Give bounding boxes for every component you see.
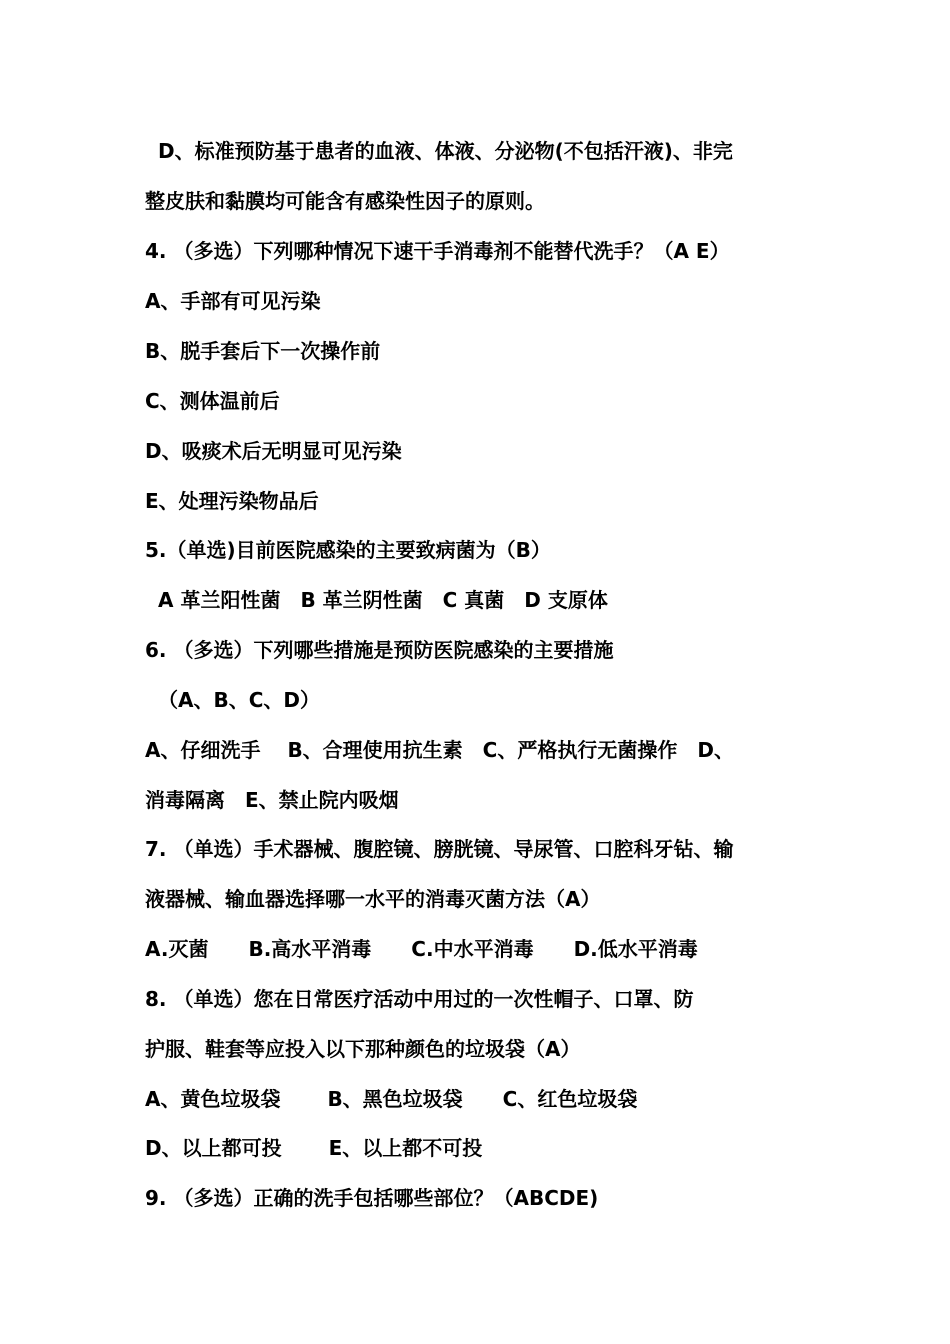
question-7: 7. （单选）手术器械、腹腔镜、膀胱镜、导尿管、口腔科牙钻、输 (145, 837, 734, 861)
option-line: A、手部有可见污染 (145, 289, 321, 313)
option-line: D、吸痰术后无明显可见污染 (145, 439, 402, 463)
option-line: A.灭菌 B.高水平消毒 C.中水平消毒 D.低水平消毒 (145, 937, 698, 961)
text-line: 护服、鞋套等应投入以下那种颜色的垃圾袋（A） (145, 1037, 581, 1061)
question-6: 6. （多选）下列哪些措施是预防医院感染的主要措施 (145, 638, 614, 662)
text-line: 液器械、输血器选择哪一水平的消毒灭菌方法（A） (145, 887, 601, 911)
option-line: E、处理污染物品后 (145, 489, 319, 513)
question-8: 8. （单选）您在日常医疗活动中用过的一次性帽子、口罩、防 (145, 987, 694, 1011)
option-line: A、仔细洗手 B、合理使用抗生素 C、严格执行无菌操作 D、 (145, 738, 734, 762)
text-line: D、标准预防基于患者的血液、体液、分泌物(不包括汗液)、非完 (158, 139, 733, 163)
question-9: 9. （多选）正确的洗手包括哪些部位？（ABCDE) (145, 1186, 599, 1210)
option-line: 消毒隔离 E、禁止院内吸烟 (145, 788, 399, 812)
text-line: 整皮肤和黏膜均可能含有感染性因子的原则。 (145, 189, 545, 213)
option-line: A、黄色垃圾袋 B、黑色垃圾袋 C、红色垃圾袋 (145, 1087, 638, 1111)
question-5: 5.（单选)目前医院感染的主要致病菌为（B） (145, 538, 551, 562)
option-line: A 革兰阳性菌 B 革兰阴性菌 C 真菌 D 支原体 (158, 588, 608, 612)
option-line: D、以上都可投 E、以上都不可投 (145, 1136, 483, 1160)
question-4: 4. （多选）下列哪种情况下速干手消毒剂不能替代洗手？（A E） (145, 239, 730, 263)
option-line: C、测体温前后 (145, 389, 280, 413)
option-line: B、脱手套后下一次操作前 (145, 339, 381, 363)
answer-line: （A、B、C、D） (158, 688, 321, 712)
